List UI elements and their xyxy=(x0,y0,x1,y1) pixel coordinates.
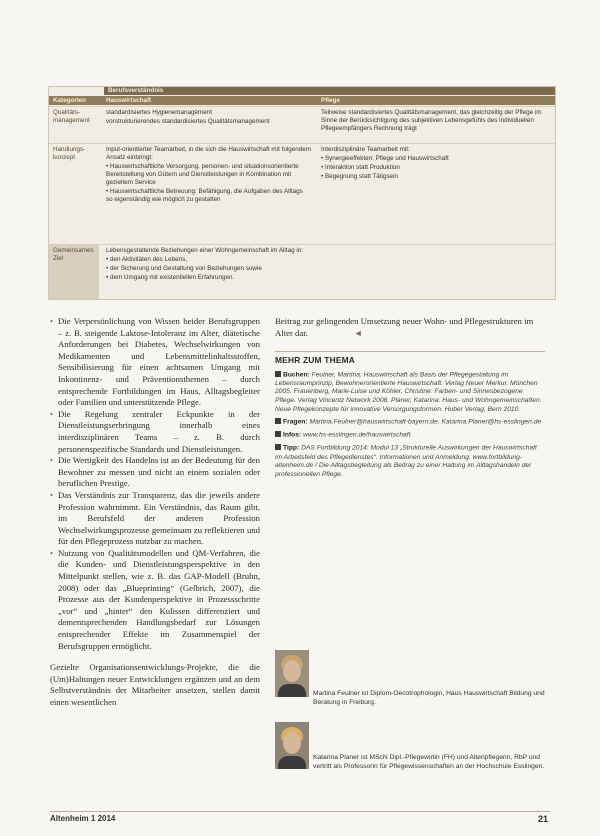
header-category: Kategorien xyxy=(53,97,86,104)
more-item-label: Tipp: xyxy=(283,444,300,452)
row-cell-hauswirtschaft xyxy=(106,109,311,127)
table-row xyxy=(49,106,555,143)
cell-line: • Interaktion statt Produktion xyxy=(321,164,400,171)
more-item-label: Buchen: xyxy=(283,371,310,379)
cell-line: • der Sicherung und Gestaltung von Beziehungen sowie xyxy=(106,265,262,272)
comparison-table xyxy=(48,86,556,300)
cell-line: • Hauswirtschaftliche Betreuung: Befähigung, die Aufgaben des Alltags so eigenständig wie möglich zu gestalten xyxy=(106,188,303,203)
article-right-column xyxy=(275,316,545,479)
more-item-tip xyxy=(275,444,545,479)
author-bio-feulner: Martina Feulner ist Diplom-Oecotrophologin, Haus Hauswirtschaft Bildung und Beratung in Freiburg. xyxy=(313,690,545,706)
cell-line: standardisiertes Hygienemanagement xyxy=(106,109,213,116)
more-item-link[interactable]: www.hs-esslingen.de/hauswirtschaft xyxy=(303,431,411,439)
author-bio-planer: Katarina Planer ist MScN Dipl.-Pflegewirtin (FH) und Altenpflegerin, RbP und vertritt als Professorin für Pflegewissenschaften an der Hochschule Esslingen. xyxy=(313,754,545,770)
list-item: • Die Regelung zentraler Eckpunkte in der Dienstleistungserbringung innerhalb eines interdisziplinären Teams – z. B. durch personenspezifische Standards und Dienstleistungen. xyxy=(50,409,260,455)
square-bullet-icon xyxy=(275,418,281,424)
list-item: • Das Verständnis zur Transparenz, das die jeweils andere Profession wahrnimmt. Ein Verständnis, das Raum gibt, im Berufsfeld der anderen Profession Wechselwirkungsprozesse gemeinsam zu reflektieren und für den Pflegeprozess nutzbar zu machen. xyxy=(50,490,260,548)
header-pflege: Pflege xyxy=(321,97,340,104)
magazine-name: Altenheim 1 2014 xyxy=(50,814,116,823)
more-item-text[interactable]: Martina.Feulner@hauswirtschaft-bayern.de, Katarina.Planer@hs-esslingen.de xyxy=(309,418,542,426)
more-item-text: Feulner, Martina: Hauswirtschaft als Basis der Pflegegestaltung im Lebensraumprinzip, Bewohnerorientierte Hauswirtschaft. Verlag Neuer Merkur, München 2005. Frauenberg, Marie-Luise und Köhler, Christine: Farben- und Sinnesbezogene Pflege. Verlag Vincentz Network 2008. Planer, Katarina: Haus- und Wohngemeinschaften. Neue Pflegekonzepte für innovative Versorgungsformen. Huber Verlag, Bern 2010. xyxy=(275,371,542,413)
row-category: Qualitäts-management xyxy=(53,109,90,124)
row-category: Handlungs-konzept xyxy=(53,146,86,161)
closing-paragraph: Gezielte Organisationsentwicklungs-Projekte, die die (Um)Haltungen neuer Entwicklungen ergänzen und an dem Selbstverständnis der Mitarbeiter ansetzen, stellen damit einen wesentlichen xyxy=(50,662,260,707)
list-item: • Nutzung von Qualitätsmodellen und QM-Verfahren, die die Kunden- und Dienstleistungsperspektive in den Mittelpunkt stellen, wie z. B. das GAP-Modell (Bruhn, 2008) oder das „Blueprinting“ (Gelbrich, 2007), die Prozesse aus der Kundenperspektive in Prozessschritte „vor“ und „hinter“ den Kulissen differenziert und dementsprechenden Handlungsbedarf zur Lösungen entsprechender Effekte im Zusammenspiel der Berufsgruppen ermöglicht. xyxy=(50,548,260,652)
more-item-books xyxy=(275,371,545,414)
table-row xyxy=(49,244,555,300)
article-left-column xyxy=(50,316,260,709)
author-photo-feulner xyxy=(275,650,309,697)
row-cell-pflege xyxy=(321,146,549,182)
footer-divider xyxy=(50,811,550,812)
page-number: 21 xyxy=(537,814,548,824)
cell-line: Lebensgestaltende Beziehungen einer Wohngemeinschaft im Alltag in: xyxy=(106,247,303,254)
page-footer xyxy=(50,814,550,826)
table-header-row xyxy=(49,96,555,105)
bullet-list xyxy=(50,316,260,652)
intro-text: Beitrag zur gelingenden Umsetzung neuer Wohn- und Pflegestrukturen im Alter dar. xyxy=(275,316,534,338)
photo-face xyxy=(283,732,301,754)
cell-line: • dem Umgang mit existentiellen Erfahrungen. xyxy=(106,274,235,281)
list-item: • Die Verpersönlichung von Wissen beider Berufsgruppen – z. B. steigende Laktose-Intoleranz im Alter, diätetische Anforderungen bei Diabetes, Wechselwirkungen von Medikamenten und Lebensmittelinhaltsstoffen, Sensibilisierung für einen achtsamen Umgang mit Inkontinenz- und Präventionsthemen – durch entsprechende Fortbildungen im Haus, Alltagsbegleiter oder Familien und unterstützende Pflege. xyxy=(50,316,260,409)
more-item-infos xyxy=(275,431,545,440)
table-row xyxy=(49,143,555,244)
cell-line: vorstrukturierendes standardisiertes Qualitätsmanagement xyxy=(106,118,270,125)
cell-line: • Begegnung statt Tätigsein xyxy=(321,173,399,180)
list-item: • Die Wertigkeit des Handelns ist an der Bedeutung für den Bewohner zu messen und nicht an einem sozialen oder beruflichen Prestige. xyxy=(50,455,260,490)
photo-face xyxy=(283,660,301,682)
more-item-label: Fragen: xyxy=(283,418,308,426)
header-hauswirtschaft: Hauswirtschaft xyxy=(106,97,152,104)
square-bullet-icon xyxy=(275,444,281,450)
more-item-label: Infos: xyxy=(283,431,302,439)
cell-line: • Hauswirtschaftliche Versorgung, personen- und situationsorientierte Bereitstellung von Gütern und Dienstleistungen in Kombination mit gezieltem Service xyxy=(106,163,299,186)
cell-line: • Synergieeffekten: Pflege und Hauswirtschaft xyxy=(321,155,449,162)
cell-line: • den Aktivitäten des Lebens, xyxy=(106,256,187,263)
end-of-article-icon: ◄ xyxy=(353,327,363,338)
cell-line: Teilweise standardisiertes Qualitätsmanagement, das gleichzeitig der Pflege im Sinne der Berücksichtigung des subjektiven Lebensgefühls des individuellen Pflegeempfängers Rechnung trägt xyxy=(321,109,542,132)
more-item-text: DAS Fortbildung 2014: Modul 13 „Strukturelle Auswirkungen der Hauswirtschaft im Arbeitsfeld des Pflegedienstes“. Informationen und Anmeldung: www.fortbildung-altenheim.de / Die Alltagsbegleitung als Beitrag zu einer Haltung im Alltagshandeln der professionellen Pflege. xyxy=(275,444,537,478)
author-photo-planer xyxy=(275,722,309,769)
square-bullet-icon xyxy=(275,431,281,437)
photo-body xyxy=(278,684,306,697)
row-cell-pflege xyxy=(321,109,549,134)
table-top-header: Berufsverständnis xyxy=(104,87,555,95)
square-bullet-icon xyxy=(275,371,281,377)
row-cell-shared-goal xyxy=(106,247,546,283)
row-category: Gemeinsames Ziel xyxy=(49,245,99,300)
photo-body xyxy=(278,756,306,769)
cell-line: Interdisziplinäre Teamarbeit mit: xyxy=(321,146,410,153)
more-item-questions xyxy=(275,418,545,427)
cell-line: Input-orientierter Teamarbeit, in die sich die Hauswirtschaft mit folgendem Ansatz einbringt: xyxy=(106,146,311,161)
intro-paragraph xyxy=(275,316,545,339)
row-cell-hauswirtschaft xyxy=(106,146,311,205)
more-on-topic-heading: MEHR ZUM THEMA xyxy=(275,351,545,367)
